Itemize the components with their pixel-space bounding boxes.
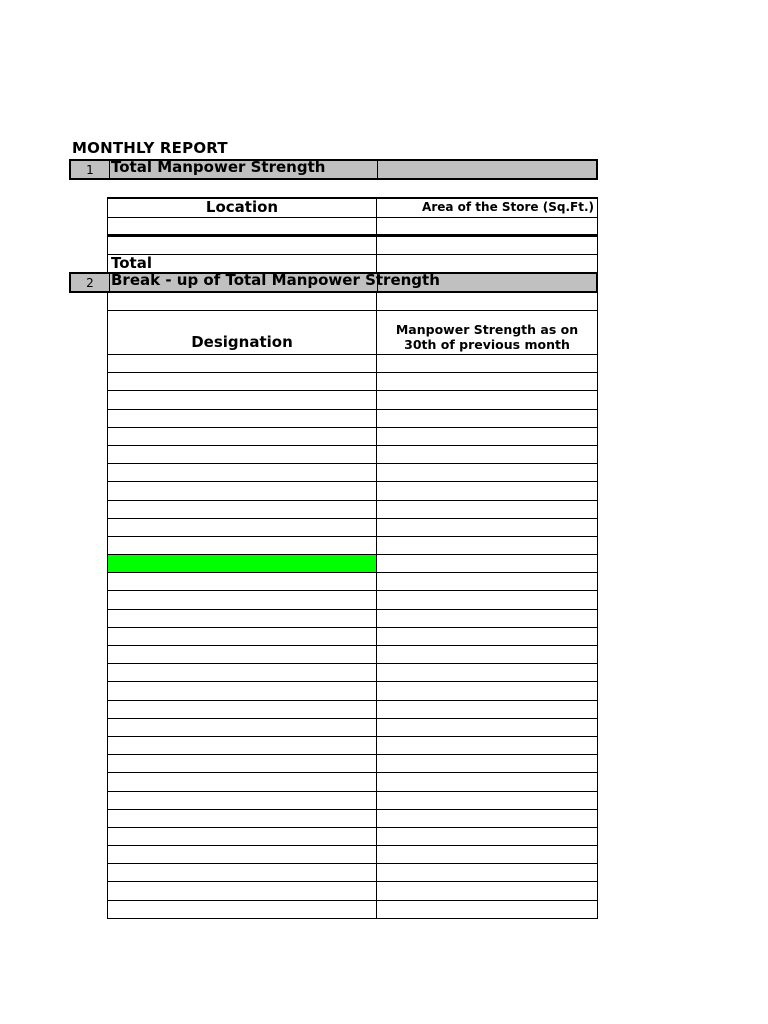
strength-cell[interactable] <box>377 410 597 427</box>
strength-header-line-1: Manpower Strength as on <box>395 322 579 337</box>
designation-row <box>108 701 597 719</box>
strength-cell[interactable] <box>377 901 597 918</box>
designation-cell[interactable] <box>108 555 377 572</box>
strength-cell[interactable] <box>377 591 597 608</box>
designation-cell[interactable] <box>108 901 377 918</box>
designation-row <box>108 519 597 537</box>
location-column-header: Location <box>108 199 377 217</box>
designation-cell[interactable] <box>108 355 377 372</box>
section-1-header <box>69 159 598 180</box>
designation-cell[interactable] <box>108 628 377 645</box>
designation-row <box>108 591 597 609</box>
designation-row <box>108 755 597 773</box>
strength-cell[interactable] <box>377 828 597 845</box>
designation-cell[interactable] <box>108 828 377 845</box>
designation-row <box>108 773 597 791</box>
strength-cell[interactable] <box>377 428 597 445</box>
designation-cell[interactable] <box>108 701 377 718</box>
designation-row <box>108 446 597 464</box>
designation-row <box>108 391 597 409</box>
strength-cell[interactable] <box>377 719 597 736</box>
designation-row <box>108 628 597 646</box>
designation-column-header: Designation <box>191 333 293 351</box>
designation-cell[interactable] <box>108 464 377 481</box>
strength-cell[interactable] <box>377 355 597 372</box>
strength-cell[interactable] <box>377 610 597 627</box>
designation-row <box>108 810 597 828</box>
designation-header-cell <box>108 311 377 354</box>
location-row <box>108 237 597 255</box>
strength-cell[interactable] <box>377 792 597 809</box>
strength-cell[interactable] <box>377 537 597 554</box>
designation-cell[interactable] <box>108 519 377 536</box>
designation-cell[interactable] <box>108 446 377 463</box>
strength-cell[interactable] <box>377 882 597 899</box>
strength-header-line-2: 30th of previous month <box>404 337 570 352</box>
area-cell[interactable] <box>377 237 597 254</box>
designation-table <box>107 293 598 919</box>
designation-row <box>108 846 597 864</box>
section-2-header <box>69 272 598 293</box>
area-cell[interactable] <box>377 218 597 234</box>
designation-row <box>108 864 597 882</box>
spacer-cell[interactable] <box>108 293 377 310</box>
designation-row <box>108 737 597 755</box>
designation-row <box>108 537 597 555</box>
designation-row <box>108 482 597 500</box>
strength-cell[interactable] <box>377 391 597 408</box>
designation-header-row <box>108 311 597 355</box>
designation-row <box>108 373 597 391</box>
designation-cell[interactable] <box>108 537 377 554</box>
strength-cell[interactable] <box>377 373 597 390</box>
designation-row <box>108 828 597 846</box>
section-2-number: 2 <box>71 274 110 291</box>
strength-cell[interactable] <box>377 519 597 536</box>
designation-row <box>108 792 597 810</box>
designation-cell[interactable] <box>108 773 377 790</box>
strength-cell[interactable] <box>377 573 597 590</box>
strength-cell[interactable] <box>377 810 597 827</box>
spacer-cell[interactable] <box>377 293 597 310</box>
designation-row <box>108 882 597 900</box>
strength-cell[interactable] <box>377 482 597 499</box>
designation-cell[interactable] <box>108 501 377 518</box>
designation-cell[interactable] <box>108 610 377 627</box>
designation-row <box>108 646 597 664</box>
designation-row <box>108 355 597 373</box>
designation-cell[interactable] <box>108 792 377 809</box>
designation-cell[interactable] <box>108 573 377 590</box>
designation-cell[interactable] <box>108 664 377 681</box>
designation-cell[interactable] <box>108 882 377 899</box>
designation-cell[interactable] <box>108 428 377 445</box>
designation-cell[interactable] <box>108 410 377 427</box>
designation-cell[interactable] <box>108 391 377 408</box>
designation-row <box>108 682 597 700</box>
strength-cell[interactable] <box>377 701 597 718</box>
designation-cell[interactable] <box>108 373 377 390</box>
report-title: MONTHLY REPORT <box>72 139 228 157</box>
location-cell[interactable] <box>108 237 377 254</box>
strength-cell[interactable] <box>377 628 597 645</box>
strength-cell[interactable] <box>377 737 597 754</box>
strength-cell[interactable] <box>377 446 597 463</box>
designation-row <box>108 610 597 628</box>
strength-column-header <box>377 322 597 352</box>
designation-row <box>108 719 597 737</box>
location-table <box>107 197 598 273</box>
section-2-value-cell[interactable] <box>377 274 596 291</box>
strength-header-cell <box>377 311 597 354</box>
location-header-row <box>108 199 597 218</box>
strength-cell[interactable] <box>377 555 597 572</box>
strength-cell[interactable] <box>377 464 597 481</box>
total-label: Total <box>108 255 377 273</box>
strength-cell[interactable] <box>377 501 597 518</box>
designation-cell[interactable] <box>108 737 377 754</box>
strength-cell[interactable] <box>377 646 597 663</box>
designation-row <box>108 464 597 482</box>
section-1-label: Total Manpower Strength <box>111 158 326 176</box>
section-1-value-cell[interactable] <box>377 161 596 178</box>
strength-cell[interactable] <box>377 846 597 863</box>
location-cell[interactable] <box>108 218 377 234</box>
spacer-row <box>108 293 597 311</box>
designation-rows <box>108 355 597 919</box>
designation-cell[interactable] <box>108 755 377 772</box>
strength-cell[interactable] <box>377 755 597 772</box>
designation-cell[interactable] <box>108 482 377 499</box>
designation-cell[interactable] <box>108 591 377 608</box>
location-row <box>108 218 597 237</box>
designation-cell[interactable] <box>108 682 377 699</box>
designation-row <box>108 410 597 428</box>
strength-cell[interactable] <box>377 773 597 790</box>
section-2-label: Break - up of Total Manpower Strength <box>111 271 440 289</box>
strength-cell[interactable] <box>377 864 597 881</box>
designation-row <box>108 428 597 446</box>
designation-cell[interactable] <box>108 646 377 663</box>
section-1-number: 1 <box>71 161 110 178</box>
area-column-header: Area of the Store (Sq.Ft.) <box>422 200 594 214</box>
designation-row <box>108 573 597 591</box>
strength-cell[interactable] <box>377 682 597 699</box>
designation-row <box>108 664 597 682</box>
designation-row <box>108 555 597 573</box>
designation-row <box>108 501 597 519</box>
designation-cell[interactable] <box>108 810 377 827</box>
designation-row <box>108 901 597 919</box>
designation-cell[interactable] <box>108 864 377 881</box>
designation-cell[interactable] <box>108 846 377 863</box>
designation-cell[interactable] <box>108 719 377 736</box>
strength-cell[interactable] <box>377 664 597 681</box>
